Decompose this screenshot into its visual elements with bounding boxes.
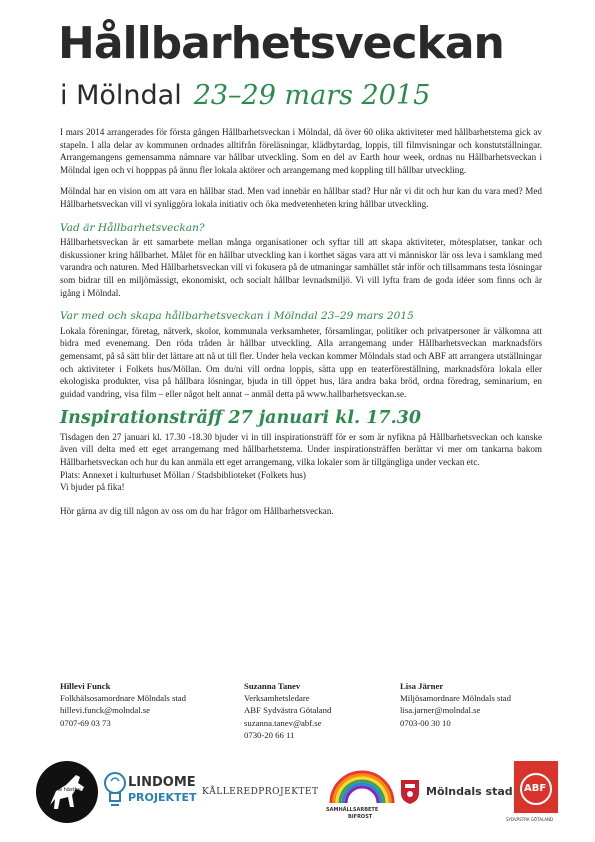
bifrost-logo-line1: SAMHÄLLSARBETE — [326, 807, 379, 813]
contact-email[interactable]: hillevi.funck@molndal.se — [60, 705, 151, 716]
kallered-logo: KÅLLEREDPROJEKTET — [202, 787, 319, 797]
contact-role: Miljösamordnare Mölndals stad — [400, 693, 511, 704]
place-line: Plats: Annexet i kulturhuset Möllan / Stadsbiblioteket (Folkets hus) — [60, 469, 306, 480]
coat-of-arms-icon — [400, 779, 420, 805]
horse-logo-text: lindome hästby — [42, 787, 81, 793]
abf-mark — [514, 761, 558, 813]
horse-logo — [36, 761, 98, 823]
contact-phone: 0707-69 03 73 — [60, 717, 111, 728]
main-content — [60, 126, 542, 526]
subtitle-dates: 23–29 mars 2015 — [193, 80, 431, 111]
contact-card — [244, 680, 400, 741]
abf-logo-text: ABF — [524, 783, 547, 794]
contact-role: Folkhälsosamordnare Mölndals stad — [60, 693, 186, 704]
abf-logo — [506, 761, 560, 823]
contact-name: Suzanna Tanev — [244, 681, 301, 691]
section-heading-inspiration: Inspirationsträff 27 januari kl. 17.30 — [60, 408, 422, 429]
contact-name: Hillevi Funck — [60, 681, 111, 691]
rainbow-icon — [327, 767, 397, 803]
bifrost-logo — [322, 767, 402, 822]
fika-line: Vi bjuder på fika! — [60, 482, 125, 493]
section-heading-join: Var med och skapa hållbarhetsveckan i Mölndal 23–29 mars 2015 — [60, 310, 414, 323]
sponsor-logos — [30, 757, 570, 827]
page-title: Hållbarhetsveckan — [58, 18, 504, 69]
contact-phone: 0703-00 30 10 — [400, 717, 451, 728]
paragraph-what: Hållbarhetsveckan är ett samarbete mellan många organisationer och syftar till att skapa aktiviteter, mötesplatser, tankar och diskussioner kring hållbarhet. Målet för en hållbar utveckling kan i korthet sägas vara att vi människor lär oss leva i samklang med varandra och naturen. Med Hållbarhetsveckan vill vi fokusera på de utmaningar samhället står inför och tillsammans testa lösningar som bidrar till en miljömässigt, ekonomiskt, och socialt hållbar levnadsmiljö. Vi vill lyfta fram de goda idéer som finns och är igång i Mölndal. — [60, 237, 542, 298]
abf-logo-sub: SYDVÄSTRA GÖTALAND — [506, 817, 554, 822]
closing-line: Hör gärna av dig till någon av oss om du har frågor om Hållbarhetsveckan. — [60, 505, 334, 516]
section-heading-what: Vad är Hållbarhetsveckan? — [60, 221, 205, 234]
contact-card — [400, 680, 550, 741]
lightbulb-icon — [102, 769, 128, 813]
intro-paragraph-2: Mölndal har en vision om att vara en hållbar stad. Men vad innebär en hållbar stad? Hur når vi dit och hur kan du vara med? Med Hållbarhetsveckan vill vi synliggöra lokala initiativ och öka medvetenheten kring hållbar utveckling. — [60, 186, 542, 209]
paragraph-join: Lokala föreningar, företag, nätverk, skolor, kommunala verksamheter, församlingar, politiker och privatpersoner är välkomna att bidra med evenemang. Den röda tråden är hållbar utveckling. Alla arrangemang under Hållbarhetsveckan marknadsförs gemensamt, på så sätt blir det lättare att nå ut till fler. Under hela veckan kommer Mölndals stad och ABF att arrangera utställningar och aktiviteter i Folkets hus/Möllan. Om du/ni vill ordna loppis, sätta upp en teaterföreställning, marknadsföra lokala eller ekologiska produkter, visa på hållbara lösningar, bjuda in till öppet hus, lära andra baka bröd, ordna föredrag, seminarium, en guidad vandring, visa film – eller något helt annat – anmäl detta på www.hallbarhetsveckan.se. — [60, 325, 542, 399]
contact-email[interactable]: lisa.jarner@molndal.se — [400, 705, 481, 716]
molndal-logo-text: Mölndals stad — [426, 785, 513, 798]
subtitle-place: i Mölndal — [60, 80, 182, 111]
contact-name: Lisa Järner — [400, 681, 444, 691]
contact-role: Verksamhetsledare — [244, 693, 310, 704]
bifrost-logo-line2: BIFROST — [348, 814, 373, 820]
contact-list — [60, 680, 550, 741]
lindome-logo-top: LINDOME — [128, 775, 196, 790]
contact-org: ABF Sydvästra Götaland — [244, 705, 332, 716]
molndal-logo — [400, 779, 520, 819]
paragraph-inspiration: Tisdagen den 27 januari kl. 17.30 -18.30 bjuder vi in till inspirationsträff för er som är nyfikna på Hållbarhetsveckan och kanske även vill delta med ett eget arrangemang med hållbarhetstema. Under inspirationsträffen berättar vi mer om tankarna bakom Hållbarhetsveckan och hur du kan anmäla ett eget arrangemang, vilka lokaler som är tillgängliga under veckan etc. — [60, 431, 542, 468]
lindome-logo — [102, 767, 197, 817]
contact-phone: 0730-20 66 11 — [244, 729, 295, 740]
lindome-logo-bottom: PROJEKTET — [128, 791, 197, 804]
intro-paragraph-1: I mars 2014 arrangerades för första gången Hållbarhetsveckan i Mölndal, då över 60 olika aktiviteter med hållbarhetstema gick av stapeln. I alla delar av kommunen ordnades alltifrån föreläsningar, klädbytardag, loppis, till filmvisningar och konstutställningar. Arrangemangens gemensamma nämnare var hållbar utveckling. Som en del av Earth hour week, ordnas nu Hållbarhetsveckan i Mölndal igen och vi hopppas på ännu fler lokala aktörer och arrangemang med koppling till hållbar utveckling. — [60, 127, 542, 175]
contact-card — [60, 680, 244, 741]
contact-email[interactable]: suzanna.tanev@abf.se — [244, 717, 322, 728]
subtitle — [60, 82, 430, 109]
